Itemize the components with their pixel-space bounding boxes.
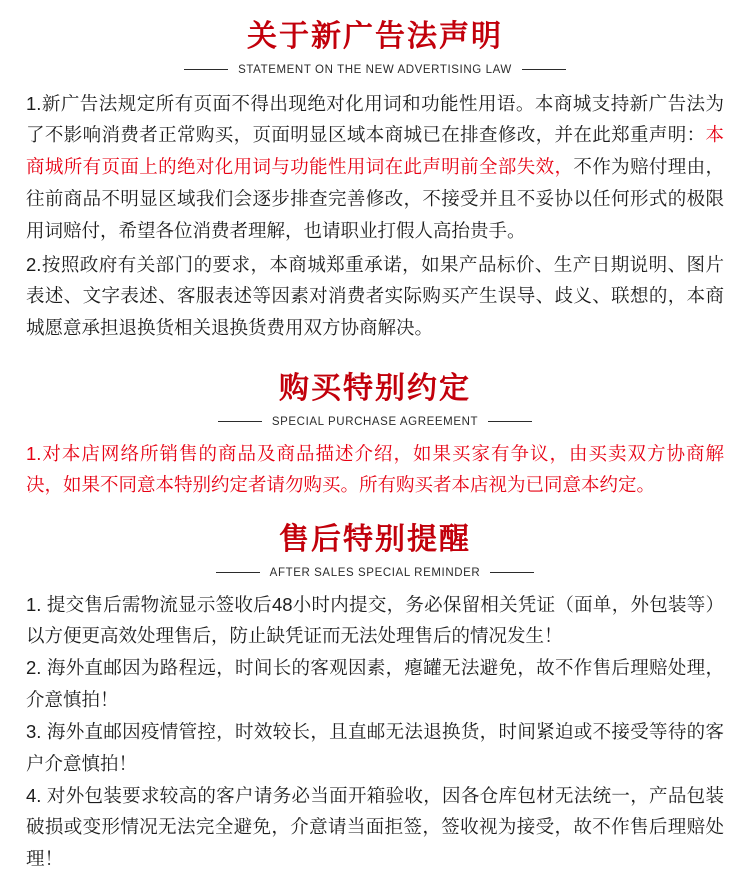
paragraph-run: 不作为赔付理由，往前商品不明显区域我们会逐步排查完善修改，不接受并且不妥协以任何形式的极限用词赔付，希望各位消费者理解，也请职业打假人高抬贵手。: [26, 156, 724, 241]
divider-left: [184, 69, 228, 70]
section-advertising-law: [26, 18, 724, 344]
paragraph-run: 1.新广告法规定所有页面不得出现绝对化用词和功能性用语。本商城支持新广告法为了不影响消费者正常购买，页面明显区域本商城已在排查修改，并在此郑重声明：: [26, 92, 724, 146]
divider-right: [522, 69, 566, 70]
paragraph-run-highlight: 1.对本店网络所销售的商品及商品描述介绍，如果买家有争议，由买卖双方协商解决，如果不同意本特别约定者请勿购买。所有购买者本店视为已同意本约定。: [26, 442, 724, 496]
paragraph-run: 3. 海外直邮因疫情管控，时效较长，且直邮无法退换货，时间紧迫或不接受等待的客户介意慎拍！: [26, 720, 724, 774]
reminder-list: [26, 589, 724, 875]
paragraph-run: 4. 对外包装要求较高的客户请务必当面开箱验收，因各仓库包材无法统一，产品包装破损或变形情况无法完全避免，介意请当面拒签，签收视为接受，故不作售后理赔处理！: [26, 784, 724, 870]
list-item: [26, 780, 724, 875]
paragraph: [26, 249, 724, 344]
list-item: [26, 589, 724, 653]
list-item: [26, 716, 724, 780]
paragraph: [26, 438, 724, 502]
paragraph-run: 2.按照政府有关部门的要求，本商城郑重承诺，如果产品标价、生产日期说明、图片表述、文字表述、客服表述等因素对消费者实际购买产生误导、歧义、联想的，本商城愿意承担退换货相关退换货费用双方协商解决。: [26, 253, 724, 339]
section-title: 售后特别提醒: [279, 523, 471, 557]
section-title: 关于新广告法声明: [247, 20, 503, 53]
paragraph-run: 1. 提交售后需物流显示签收后48小时内提交，务必保留相关凭证（面单，外包装等）以方便更高效处理售后，防止缺凭证而无法处理售后的情况发生！: [26, 593, 724, 647]
section-subtitle-text: STATEMENT ON THE NEW ADVERTISING LAW: [238, 63, 512, 76]
paragraph: [26, 88, 724, 247]
paragraph-run-highlight: 本商城所有页面上的绝对化用词与功能性用词在此声明前全部失效，: [26, 124, 724, 178]
list-item: [26, 652, 724, 716]
divider-left: [216, 572, 260, 573]
section-subtitle-text: AFTER SALES SPECIAL REMINDER: [269, 566, 481, 579]
section-after-sales-reminder: [26, 521, 724, 875]
section-purchase-agreement: [26, 370, 724, 501]
section-title: 购买特别约定: [279, 372, 471, 405]
divider-left: [218, 421, 262, 422]
section-subtitle-text: SPECIAL PURCHASE AGREEMENT: [271, 415, 479, 428]
divider-right: [490, 572, 534, 573]
section-subtitle: [26, 567, 724, 579]
divider-right: [488, 421, 532, 422]
section-subtitle: [26, 64, 724, 76]
paragraph-run: 2. 海外直邮因为路程远，时间长的客观因素，瘪罐无法避免，故不作售后理赔处理，介意慎拍！: [26, 657, 724, 711]
section-subtitle: [26, 416, 724, 428]
